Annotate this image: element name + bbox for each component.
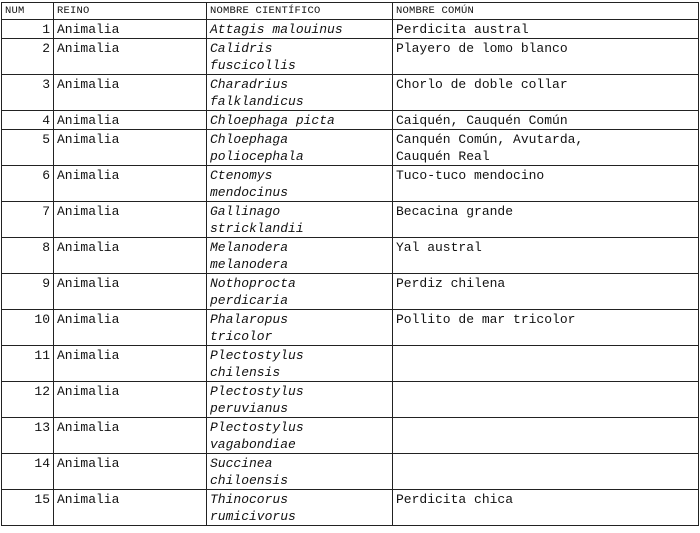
table-row <box>2 202 699 238</box>
cell-num: 12 <box>2 382 54 418</box>
scientific-name-line: Nothoprocta <box>210 276 296 291</box>
table-row <box>2 39 699 75</box>
common-name-line: Perdicita austral <box>396 22 529 37</box>
scientific-name-line: melanodera <box>210 257 289 272</box>
table-body <box>2 20 699 526</box>
cell-reino: Animalia <box>54 166 207 202</box>
scientific-name-line: Plectostylus <box>210 348 304 363</box>
table-row <box>2 111 699 130</box>
scientific-name-line: Chloephaga picta <box>210 113 335 128</box>
table-row <box>2 418 699 454</box>
common-name-line: Perdicita chica <box>396 492 514 507</box>
cell-reino: Animalia <box>54 130 207 166</box>
scientific-name-line: falklandicus <box>210 94 304 109</box>
cell-reino: Animalia <box>54 310 207 346</box>
cell-num: 11 <box>2 346 54 382</box>
cell-scientific-name <box>207 382 393 418</box>
cell-num: 4 <box>2 111 54 130</box>
cell-reino: Animalia <box>54 111 207 130</box>
cell-common-name <box>393 274 699 310</box>
cell-scientific-name <box>207 418 393 454</box>
common-name-line: Canquén Común, Avutarda, <box>396 132 584 147</box>
common-name-line: Perdiz chilena <box>396 276 506 291</box>
cell-common-name <box>393 75 699 111</box>
common-name-line: Caiquén, Cauquén Común <box>396 113 568 128</box>
cell-num: 1 <box>2 20 54 39</box>
species-table <box>1 2 699 526</box>
cell-scientific-name <box>207 310 393 346</box>
scientific-name-line: Phalaropus <box>210 312 289 327</box>
cell-common-name <box>393 310 699 346</box>
cell-num: 9 <box>2 274 54 310</box>
cell-reino: Animalia <box>54 202 207 238</box>
cell-scientific-name <box>207 274 393 310</box>
cell-scientific-name <box>207 346 393 382</box>
cell-reino: Animalia <box>54 238 207 274</box>
cell-scientific-name <box>207 39 393 75</box>
scientific-name-line: fuscicollis <box>210 58 296 73</box>
common-name-line: Chorlo de doble collar <box>396 77 568 92</box>
cell-reino: Animalia <box>54 418 207 454</box>
scientific-name-line: Calidris <box>210 41 273 56</box>
scientific-name-line: vagabondiae <box>210 437 296 452</box>
table-row <box>2 166 699 202</box>
cell-common-name <box>393 490 699 526</box>
cell-common-name <box>393 20 699 39</box>
cell-num: 3 <box>2 75 54 111</box>
scientific-name-line: Gallinago <box>210 204 281 219</box>
scientific-name-line: chilensis <box>210 365 281 380</box>
cell-reino: Animalia <box>54 274 207 310</box>
cell-common-name <box>393 111 699 130</box>
cell-num: 7 <box>2 202 54 238</box>
cell-common-name <box>393 130 699 166</box>
header-row <box>2 3 699 20</box>
scientific-name-line: chiloensis <box>210 473 289 488</box>
scientific-name-line: perdicaria <box>210 293 289 308</box>
scientific-name-line: Ctenomys <box>210 168 273 183</box>
cell-reino: Animalia <box>54 490 207 526</box>
scientific-name-line: poliocephala <box>210 149 304 164</box>
cell-num: 15 <box>2 490 54 526</box>
scientific-name-line: Attagis malouinus <box>210 22 343 37</box>
scientific-name-line: Plectostylus <box>210 420 304 435</box>
cell-common-name <box>393 382 699 418</box>
table-row <box>2 75 699 111</box>
table-row <box>2 130 699 166</box>
cell-scientific-name <box>207 111 393 130</box>
cell-scientific-name <box>207 202 393 238</box>
cell-common-name <box>393 166 699 202</box>
scientific-name-line: Charadrius <box>210 77 289 92</box>
cell-common-name <box>393 202 699 238</box>
scientific-name-line: Chloephaga <box>210 132 289 147</box>
header-reino: REINO <box>54 3 207 20</box>
header-scientific-name: NOMBRE CIENTÍFICO <box>207 3 393 20</box>
scientific-name-line: peruvianus <box>210 401 289 416</box>
cell-num: 5 <box>2 130 54 166</box>
table-row <box>2 310 699 346</box>
cell-scientific-name <box>207 20 393 39</box>
cell-scientific-name <box>207 454 393 490</box>
scientific-name-line: mendocinus <box>210 185 289 200</box>
cell-num: 2 <box>2 39 54 75</box>
common-name-line: Becacina grande <box>396 204 514 219</box>
cell-common-name <box>393 238 699 274</box>
scientific-name-line: rumicivorus <box>210 509 296 524</box>
common-name-line: Cauquén Real <box>396 149 490 164</box>
scientific-name-line: Thinocorus <box>210 492 289 507</box>
scientific-name-line: Plectostylus <box>210 384 304 399</box>
cell-common-name <box>393 346 699 382</box>
common-name-line: Pollito de mar tricolor <box>396 312 576 327</box>
table-row <box>2 382 699 418</box>
table-row <box>2 454 699 490</box>
cell-reino: Animalia <box>54 20 207 39</box>
header-num: NUM <box>2 3 54 20</box>
header-common-name: NOMBRE COMÚN <box>393 3 699 20</box>
scientific-name-line: tricolor <box>210 329 273 344</box>
common-name-line: Tuco-tuco mendocino <box>396 168 545 183</box>
cell-scientific-name <box>207 130 393 166</box>
table-row <box>2 20 699 39</box>
scientific-name-line: Melanodera <box>210 240 289 255</box>
table-row <box>2 490 699 526</box>
cell-reino: Animalia <box>54 75 207 111</box>
common-name-line: Yal austral <box>396 240 482 255</box>
cell-common-name <box>393 454 699 490</box>
cell-num: 10 <box>2 310 54 346</box>
scientific-name-line: Succinea <box>210 456 273 471</box>
cell-num: 13 <box>2 418 54 454</box>
table-row <box>2 238 699 274</box>
cell-scientific-name <box>207 238 393 274</box>
cell-common-name <box>393 39 699 75</box>
table-row <box>2 274 699 310</box>
common-name-line: Playero de lomo blanco <box>396 41 568 56</box>
cell-scientific-name <box>207 166 393 202</box>
cell-reino: Animalia <box>54 346 207 382</box>
cell-common-name <box>393 418 699 454</box>
table-row <box>2 346 699 382</box>
cell-num: 6 <box>2 166 54 202</box>
cell-scientific-name <box>207 490 393 526</box>
cell-reino: Animalia <box>54 454 207 490</box>
cell-reino: Animalia <box>54 382 207 418</box>
cell-scientific-name <box>207 75 393 111</box>
cell-num: 8 <box>2 238 54 274</box>
cell-num: 14 <box>2 454 54 490</box>
cell-reino: Animalia <box>54 39 207 75</box>
scientific-name-line: stricklandii <box>210 221 304 236</box>
